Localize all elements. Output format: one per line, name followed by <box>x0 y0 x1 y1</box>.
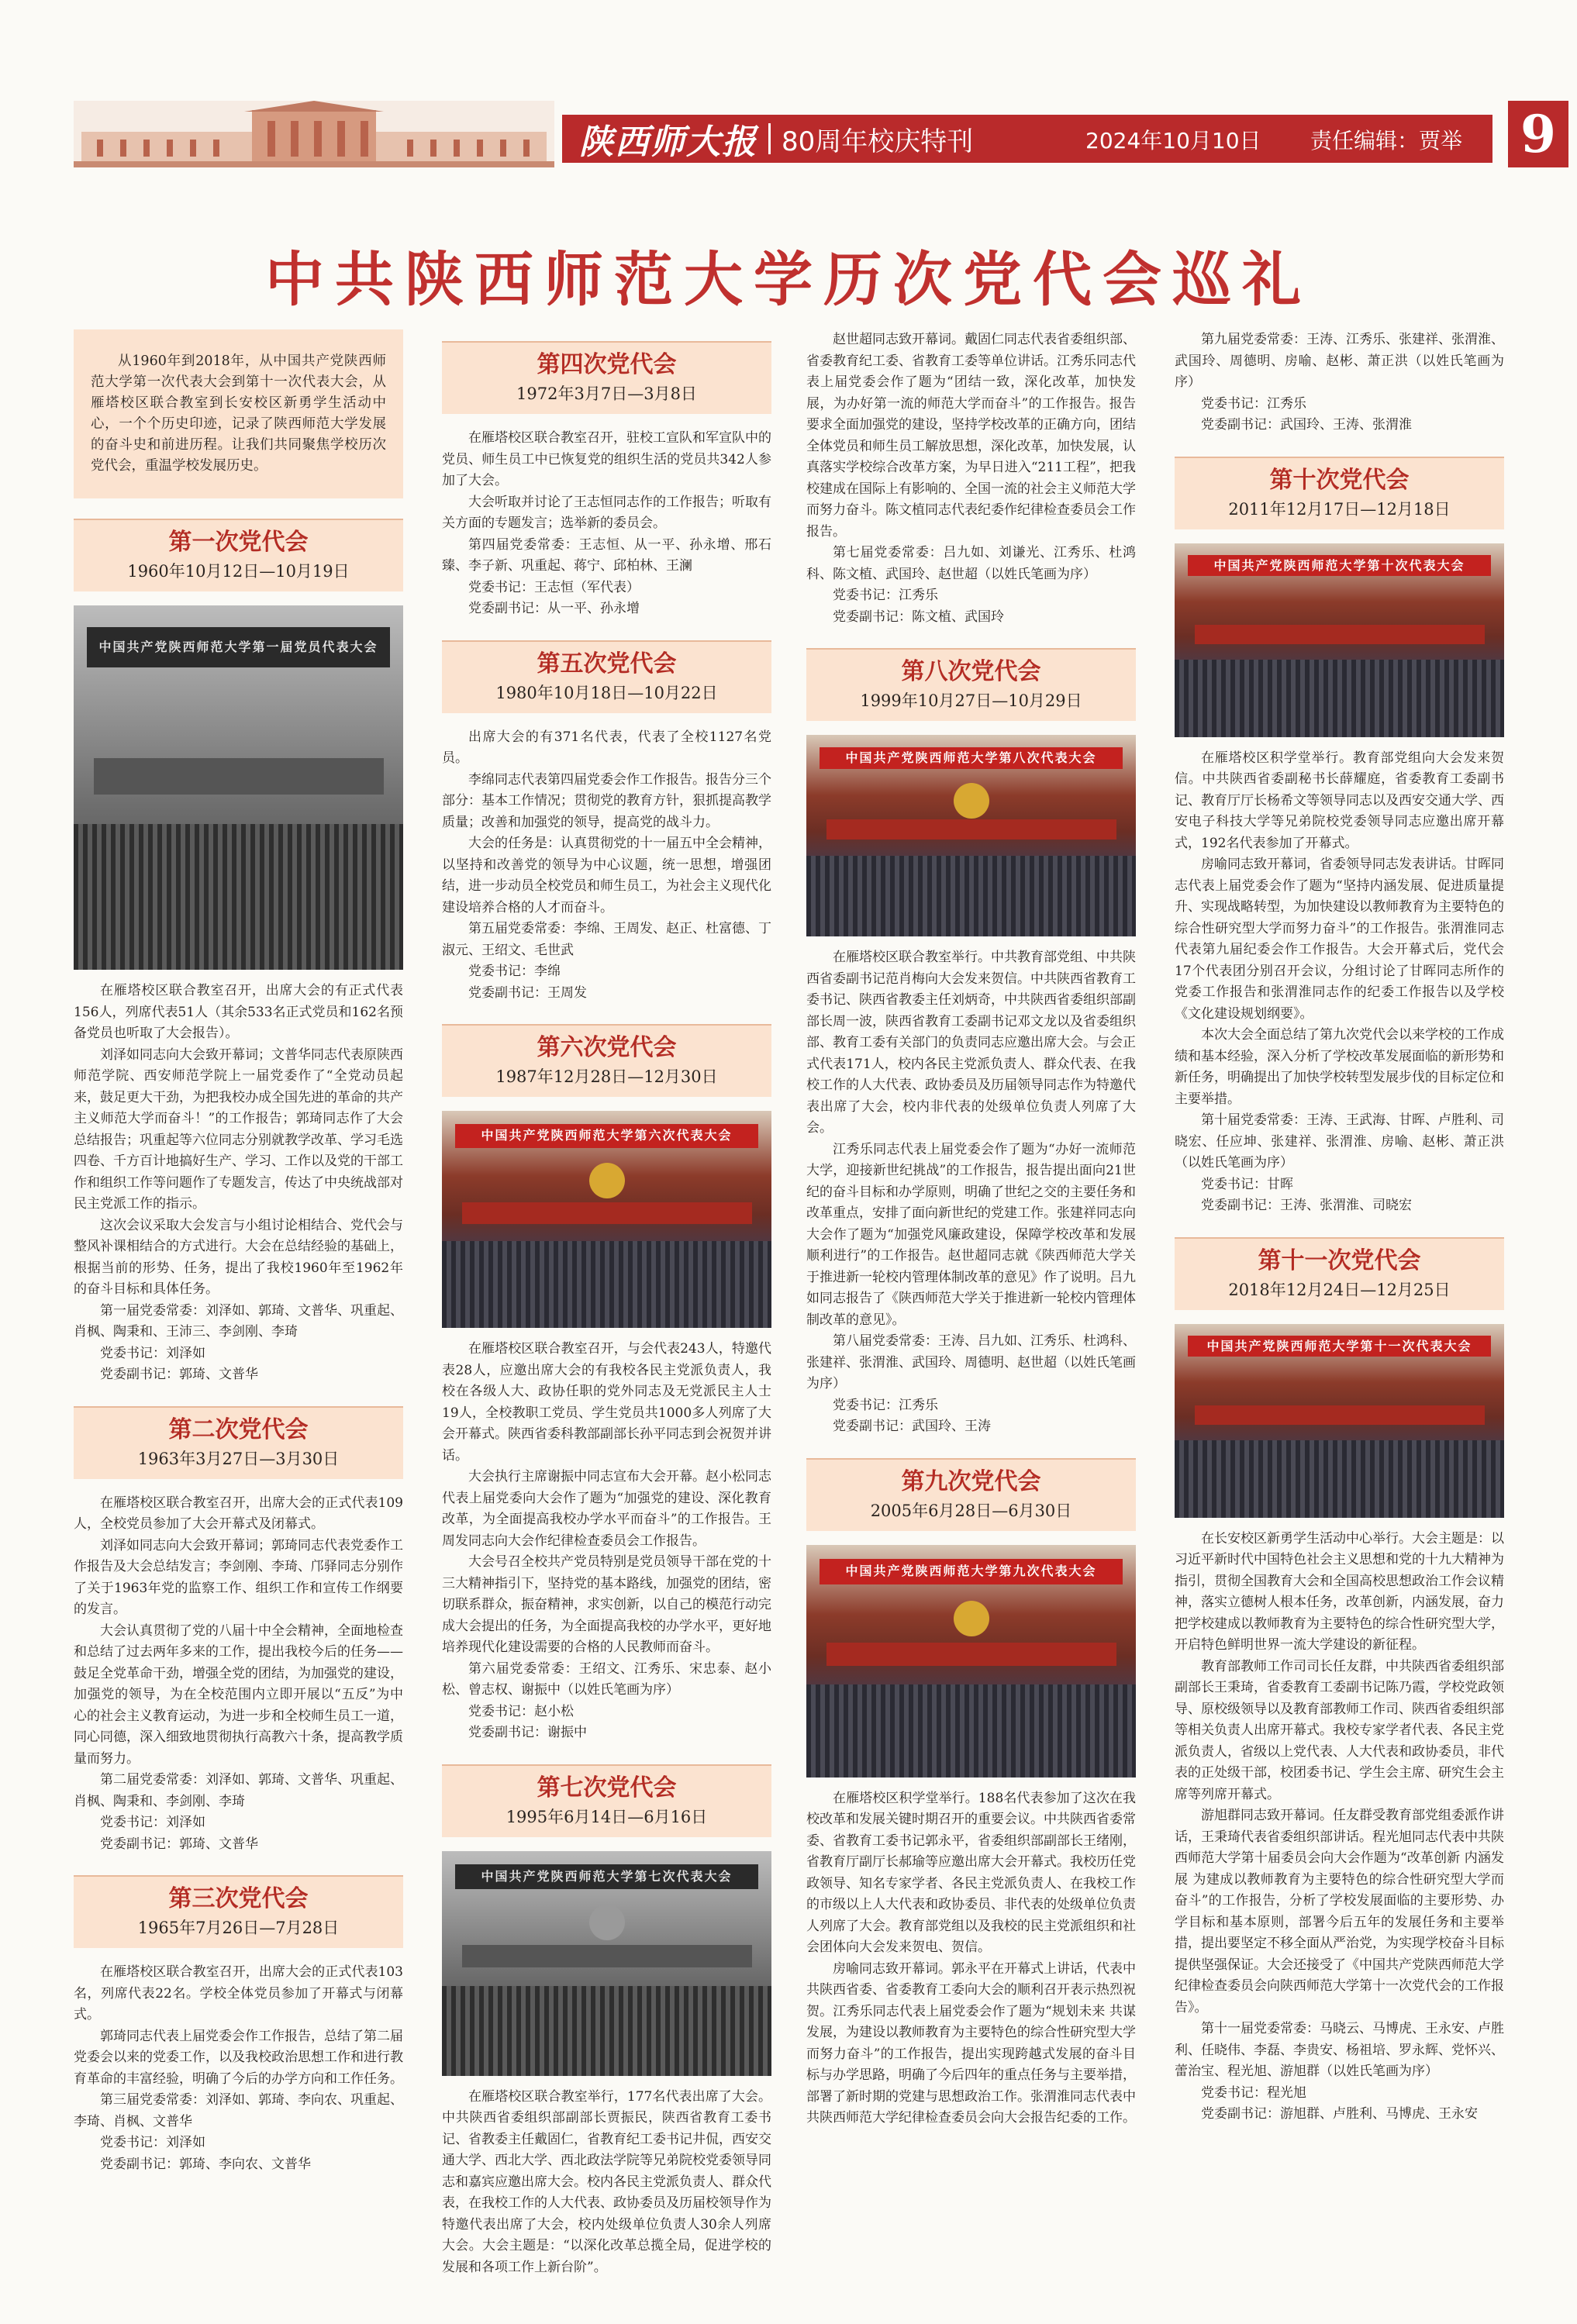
standing-committee: 第十届党委常委：王涛、王武海、甘晖、卢胜利、司晓宏、任应坤、张建祥、张渭淮、房喻、赵彬、萧正洪（以姓氏笔画为序） <box>1175 1112 1504 1171</box>
deputy-secretary: 党委副书记：陈文植、武国玲 <box>833 609 1004 625</box>
section-dates: 1987年12月28日—12月30日 <box>495 1067 718 1086</box>
section-title: 第一次党代会 <box>168 529 309 556</box>
deputy-secretary: 党委副书记：谢振中 <box>468 1725 587 1740</box>
paragraph: 游旭群同志致开幕词。任友群受教育部党组委派作讲话，王秉琦代表省委组织部讲话。程光旭同志代表中共陕西师范大学第十届委员会向大会作题为“改革创新 内涵发展 为建成以教师教育为主要特色的综合性研究型大学而奋斗”的工作报告，分析了学校发展面临的主要形势、办学目标和基本原则，部署今后五年的发展任务和主要举措，提出要坚定不移全面从严治党，为实现学校奋斗目标提供坚强保证。大会还接受了《中国共产党陕西师范大学纪律检查委员会向陕西师范大学第十一次党代会的工作报告》。 <box>1175 1808 1504 2015</box>
photo-banner: 中国共产党陕西师范大学第十一次代表大会 <box>1188 1336 1491 1357</box>
photo-crowd <box>806 1684 1136 1777</box>
photo-stage <box>462 1945 752 1967</box>
section-dates: 2011年12月17日—12月18日 <box>1228 499 1451 519</box>
section-header-1 <box>74 519 403 591</box>
congress-photo-11 <box>1175 1324 1504 1518</box>
standing-committee: 第五届党委常委：李绵、王周发、赵正、杜富德、丁淑元、王绍文、毛世武 <box>442 921 771 958</box>
deputy-secretary: 党委副书记：从一平、孙永增 <box>468 601 640 616</box>
section-dates: 1995年6月14日—6月16日 <box>506 1807 708 1826</box>
editor-credit: 责任编辑：贾举 <box>1310 128 1463 153</box>
paragraph: 在雁塔校区积学堂举行。188名代表参加了这次在我校改革和发展关键时期召开的重要会议。中共陕西省委常委、省教育工委书记郭永平，省委组织部副部长王绪刚，省教育厅副厅长郝瑜等应邀出席大会开幕式。我校历任党政领导、知名专家学者、各民主党派负责人、在我校工作的市级以上人大代表和政协委员、非代表的处级单位负责人列席了大会。教育部党组以及我校的民主党派组织和社会团体向大会发来贺电、贺信。 <box>806 1790 1136 1955</box>
party-secretary: 党委书记：刘泽如 <box>100 1815 205 1830</box>
standing-committee: 第一届党委常委：刘泽如、郭琦、文普华、巩重起、肖枫、陶秉和、王沛三、李剑刚、李琦 <box>74 1302 403 1340</box>
section-header-4 <box>442 341 771 414</box>
page-headline: 中共陕西师范大学历次党代会巡礼 <box>265 245 1312 314</box>
paragraph: 在雁塔校区联合教室召开，驻校工宣队和军宣队中的党员、师生员工中已恢复党的组织生活的党员共342人参加了大会。 <box>442 430 771 488</box>
party-secretary: 党委书记：程光旭 <box>1201 2084 1306 2101</box>
paragraph: 房喻同志致开幕词。郭永平在开幕式上讲话，代表中共陕西省委、省委教育工委向大会的顺利召开表示热烈祝贺。江秀乐同志代表上届党委会作了题为“规划未来 共谋发展，为建设以教师教育为主要特色的综合性研究型大学而努力奋斗”的工作报告，提出实现跨越式发展的奋斗目标与办学思路，明确了今后四年的重点任务与主要举措，部署了新时期的党建与思想政治工作。张渭淮同志代表中共陕西师范大学纪律检查委员会向大会报告纪委的工作。 <box>806 1960 1136 2126</box>
deputy-secretary: 党委副书记：王涛、张渭淮、司晓宏 <box>1201 1198 1412 1213</box>
section-dates: 1963年3月27日—3月30日 <box>137 1449 340 1468</box>
paragraph: 在雁塔校区联合教室召开，与会代表243人，特邀代表28人，应邀出席大会的有我校各民主党派负责人，我校在各级人大、政协任职的党外同志及无党派民主人士19人，全校教职工党员、学生党员共1000多人列席了大会开幕式。陕西省委科教部副部长孙平同志到会祝贺并讲话。 <box>442 1341 771 1464</box>
paragraph: 在雁塔校区联合教室举行。中共教育部党组、中共陕西省委副书记范肖梅向大会发来贺信。中共陕西省教育工委书记、陕西省教委主任刘炳奇，中共陕西省委组织部副部长周一波，陕西省教育工委副书记邓文龙以及省委组织部、教育工委有关部门的负责同志应邀出席大会。与会正式代表171人，校内各民主党派负责人、群众代表、在我校工作的人大代表、政协委员及历届领导同志作为特邀代表出席了大会，校内非代表的处级单位负责人列席了大会。 <box>806 950 1136 1136</box>
paragraph: 在长安校区新勇学生活动中心举行。大会主题是：以习近平新时代中国特色社会主义思想和党的十九大精神为指引，贯彻全国教育大会和全国高校思想政治工作会议精神，落实立德树人根本任务，改革创新，内涵发展，奋力把学校建成以教师教育为主要特色的综合性研究型大学，开启特色鲜明世界一流大学建设的新征程。 <box>1175 1530 1504 1653</box>
congress-photo-7 <box>442 1851 771 2076</box>
section-title: 第九次党代会 <box>901 1467 1041 1495</box>
column-1 <box>74 329 403 2175</box>
paragraph: 在雁塔校区联合教室召开，出席大会的有正式代表156人，列席代表51人（其余533名正式党员和162名预备党员也听取了大会报告）。 <box>74 983 403 1041</box>
party-emblem-icon <box>954 783 989 819</box>
photo-banner: 中国共产党陕西师范大学第十次代表大会 <box>1188 555 1491 577</box>
photo-banner: 中国共产党陕西师范大学第一届党员代表大会 <box>87 627 390 667</box>
section-title: 第六次党代会 <box>537 1034 677 1061</box>
standing-committee: 第四届党委常委：王志恒、从一平、孙永增、邢石臻、李子新、巩重起、蒋宁、邱柏林、王澜 <box>442 536 771 574</box>
congress-photo-10 <box>1175 543 1504 737</box>
party-secretary: 党委书记：刘泽如 <box>100 2135 205 2150</box>
section-dates: 2005年6月28日—6月30日 <box>870 1501 1072 1520</box>
party-secretary: 党委书记：赵小松 <box>468 1703 574 1719</box>
party-secretary: 党委书记：江秀乐 <box>833 1397 938 1413</box>
section-title: 第三次党代会 <box>168 1885 309 1912</box>
photo-stage <box>94 758 384 795</box>
campus-building-illustration <box>74 101 554 167</box>
photo-banner: 中国共产党陕西师范大学第七次代表大会 <box>455 1864 758 1889</box>
photo-stage <box>826 819 1116 840</box>
congress-photo-9 <box>806 1545 1136 1777</box>
section-header-3 <box>74 1875 403 1948</box>
photo-crowd <box>442 1986 771 2076</box>
photo-crowd <box>442 1241 771 1328</box>
section-header-9 <box>806 1458 1136 1531</box>
standing-committee: 第十一届党委常委：马晓云、马博虎、王永安、卢胜利、任晓伟、李磊、李贵安、杨祖培、罗永辉、党怀兴、蕾治宝、程光旭、游旭群（以姓氏笔画为序） <box>1175 2021 1504 2079</box>
section-title: 第二次党代会 <box>168 1415 309 1443</box>
paragraph: 在雁塔校区积学堂举行。教育部党组向大会发来贺信。中共陕西省委副秘书长薛耀庭，省委教育工委副书记、教育厅厅长杨希文等领导同志以及西安交通大学、西安电子科技大学等兄弟院校党委领导同志应邀出席开幕式，192名代表参加了开幕式。 <box>1175 750 1504 851</box>
paragraph: 大会听取并讨论了王志恒同志作的工作报告；听取有关方面的专题发言；选举新的委员会。 <box>442 494 771 531</box>
congress-photo-1 <box>74 605 403 970</box>
party-emblem-icon <box>954 1601 989 1636</box>
deputy-secretary: 党委副书记：游旭群、卢胜利、马博虎、王永安 <box>1201 2106 1478 2122</box>
column-4 <box>1175 329 1504 2126</box>
section-title: 第七次党代会 <box>537 1774 677 1802</box>
deputy-secretary: 党委副书记：王周发 <box>468 984 587 1001</box>
paragraph: 在雁塔校区联合教室举行，177名代表出席了大会。中共陕西省委组织部副部长贾振民，陕西省教育工委书记、省教委主任戴固仁，省教育纪工委书记井侃，西安交通大学、西北大学、西北政法学院等兄弟院校党委领导同志和嘉宾应邀出席大会。校内各民主党派负责人、群众代表，在我校工作的人大代表、政协委员及历届校领导作为特邀代表出席了大会，校内处级单位负责人30余人列席大会。大会主题是：“以深化改革总揽全局，促进学校的发展和各项工作上新台阶”。 <box>442 2088 771 2275</box>
standing-committee: 第七届党委常委：吕九如、刘谦光、江秀乐、杜鸿科、陈文植、武国玲、赵世超（以姓氏笔画为序） <box>806 545 1136 582</box>
section-header-10 <box>1175 457 1504 529</box>
section-dates: 1980年10月18日—10月22日 <box>495 683 718 702</box>
congress-photo-6 <box>442 1111 771 1328</box>
paragraph: 在雁塔校区联合教室召开，出席大会的正式代表103名，列席代表22名。学校全体党员参加了开幕式与闭幕式。 <box>74 1964 403 2022</box>
section-dates: 1972年3月7日—3月8日 <box>516 384 697 403</box>
section-header-11 <box>1175 1237 1504 1310</box>
section-dates: 1999年10月27日—10月29日 <box>860 691 1082 710</box>
paragraph: 江秀乐同志代表上届党委会作了题为“办好一流师范大学，迎接新世纪挑战”的工作报告，报告提出面向21世纪的奋斗目标和办学原则，明确了世纪之交的主要任务和改革重点，安排了面向新世纪的党建工作。张建祥同志向大会作了题为“加强党风廉政建设，保障学校改革和发展顺利进行”的工作报告。赵世超同志就《陕西师范大学关于推进新一轮校内管理体制改革的意见》作了说明。吕九如同志报告了《陕西师范大学关于推进新一轮校内管理体制改革的意见》。 <box>806 1141 1136 1328</box>
column-2 <box>442 318 771 2278</box>
section-header-2 <box>74 1406 403 1479</box>
party-secretary: 党委书记：江秀乐 <box>1201 395 1306 412</box>
photo-stage <box>826 1643 1116 1666</box>
page-number: 9 <box>1508 101 1568 167</box>
paragraph: 刘泽如同志向大会致开幕词；文普华同志代表原陕西师范学院、西安师范学院上一届党委作了“全党动员起来，鼓足更大干劲，为把我校办成全国先进的革命的共产主义师范大学而奋斗！”的工作报告；郭琦同志作了大会总结报告；巩重起等六位同志分别就教学改革、学习毛选四卷、千方百计地搞好生产、学习、工作以及党的干部工作和组织工作等问题作了专题发言，传达了中央统战部对民主党派工作的指示。 <box>74 1046 403 1212</box>
paragraph: 赵世超同志致开幕词。戴固仁同志代表省委组织部、省委教育纪工委、省教育工委等单位讲话。江秀乐同志代表上届党委会作了题为“团结一致，深化改革，加快发展，为办好第一流的师范大学而奋斗”的工作报告。报告要求全面加强党的建设，坚持学校改革的正确方向，团结全体党员和师生员工解放思想，深化改革，加快发展，认真落实学校综合改革方案，为早日进入“211工程”，把我校建成在国际上有影响的、全国一流的社会主义师范大学而努力奋斗。陈文植同志代表纪委作纪律检查委员会工作报告。 <box>806 332 1136 540</box>
photo-stage <box>462 1202 752 1224</box>
section-dates: 1960年10月12日—10月19日 <box>127 562 350 581</box>
paragraph: 在雁塔校区联合教室召开，出席大会的正式代表109人，全校党员参加了大会开幕式及闭幕式。 <box>74 1495 403 1532</box>
deputy-secretary: 党委副书记：武国玲、王涛 <box>833 1419 991 1434</box>
section-header-5 <box>442 640 771 713</box>
standing-committee: 第九届党委常委：王涛、江秀乐、张建祥、张渭淮、武国玲、周德明、房喻、赵彬、萧正洪（以姓氏笔画为序） <box>1175 332 1504 390</box>
paragraph: 刘泽如同志向大会致开幕词；郭琦同志代表党委作工作报告及大会总结发言；李剑刚、李琦、邝驿同志分别作了关于1963年党的监察工作、组织工作和宣传工作纲要的发言。 <box>74 1537 403 1617</box>
paragraph: 郭琦同志代表上届党委会作工作报告，总结了第二届党委会以来的党委工作，以及我校政治思想工作和进行教育革命的丰富经验，明确了今后的办学方向和工作任务。 <box>74 2028 403 2087</box>
masthead <box>74 101 1556 167</box>
party-secretary: 党委书记：王志恒（军代表） <box>468 579 640 595</box>
deputy-secretary: 党委副书记：郭琦、文普华 <box>100 1367 258 1382</box>
intro-box: 从1960年到2018年，从中国共产党陕西师范大学第一次代表大会到第十一次代表大会，从雁塔校区联合教室到长安校区新勇学生活动中心，一个个历史印迹，记录了陕西师范大学发展的奋斗史和前进历程。让我们共同聚焦学校历次党代会，重温学校发展历史。 <box>74 329 403 498</box>
standing-committee: 第三届党委常委：刘泽如、郭琦、李向农、巩重起、李琦、肖枫、文普华 <box>74 2092 403 2129</box>
party-secretary: 党委书记：李绵 <box>468 964 561 979</box>
section-dates: 1965年7月26日—7月28日 <box>137 1919 340 1937</box>
standing-committee: 第六届党委常委：王绍文、江秀乐、宋忠泰、赵小松、曾志权、谢振中（以姓氏笔画为序） <box>442 1660 771 1698</box>
standing-committee: 第二届党委常委：刘泽如、郭琦、文普华、巩重起、肖枫、陶秉和、李剑刚、李琦 <box>74 1772 403 1809</box>
party-secretary: 党委书记：江秀乐 <box>833 588 938 603</box>
paper-name: 陕西师大报 <box>579 122 757 162</box>
section-header-6 <box>442 1024 771 1097</box>
photo-crowd <box>74 824 403 970</box>
section-header-7 <box>442 1764 771 1837</box>
section-title: 第八次党代会 <box>901 658 1041 685</box>
photo-crowd <box>1175 1440 1504 1518</box>
paragraph: 出席大会的有371名代表，代表了全校1127名党员。 <box>442 729 771 766</box>
paragraph: 本次大会全面总结了第九次党代会以来学校的工作成绩和基本经验，深入分析了学校改革发展面临的新形势和新任务，明确提出了加快学校转型发展步伐的目标定位和主要举措。 <box>1175 1027 1504 1107</box>
paragraph: 房喻同志致开幕词，省委领导同志发表讲话。甘晖同志代表上届党委会作了题为“坚持内涵发展、促进质量提升、实现战略转型，为加快建设以教师教育为主要特色的综合性研究型大学而努力奋斗”的工作报告。张渭淮同志代表第九届纪委会作工作报告。大会开幕式后，党代会17个代表团分别召开会议，分组讨论了甘晖同志所作的党委工作报告和张渭淮同志作的纪委工作报告以及学校《文化建设规划纲要》。 <box>1175 857 1504 1022</box>
party-secretary: 党委书记：刘泽如 <box>100 1345 205 1361</box>
photo-banner: 中国共产党陕西师范大学第八次代表大会 <box>820 747 1123 770</box>
photo-banner: 中国共产党陕西师范大学第九次代表大会 <box>820 1559 1123 1584</box>
photo-banner: 中国共产党陕西师范大学第六次代表大会 <box>455 1124 758 1148</box>
section-title: 第十一次党代会 <box>1258 1246 1421 1274</box>
congress-photo-8 <box>806 735 1136 936</box>
section-dates: 2018年12月24日—12月25日 <box>1228 1280 1451 1299</box>
section-header-8 <box>806 648 1136 721</box>
paragraph: 大会号召全校共产党员特别是党员领导干部在党的十三大精神指引下，坚持党的基本路线，加强党的团结，密切联系群众，振奋精神，求实创新，以自己的模范行动完成大会提出的任务，为全面提高我校的办学水平，更好地培养现代化建设需要的合格的人民教师而奋斗。 <box>442 1554 771 1655</box>
photo-stage <box>1195 625 1485 644</box>
paragraph: 大会执行主席谢振中同志宣布大会开幕。赵小松同志代表上届党委向大会作了题为“加强党的建设、深化教育改革，为全面提高我校办学水平而奋斗”的工作报告。王周发同志向大会作纪律检查委员会工作报告。 <box>442 1469 771 1549</box>
section-title: 第十次党代会 <box>1269 466 1410 494</box>
deputy-secretary: 党委副书记：郭琦、文普华 <box>100 1836 258 1852</box>
special-issue-label: 80周年校庆特刊 <box>782 126 974 157</box>
deputy-secretary: 党委副书记：郭琦、李向农、文普华 <box>100 2156 311 2172</box>
deputy-secretary: 党委副书记：武国玲、王涛、张渭淮 <box>1201 417 1412 433</box>
column-3 <box>806 329 1136 2129</box>
standing-committee: 第八届党委常委：王涛、吕九如、江秀乐、杜鸿科、张建祥、张渭淮、武国玲、周德明、赵世超（以姓氏笔画为序） <box>806 1333 1136 1391</box>
section-title: 第四次党代会 <box>537 351 677 378</box>
party-emblem-icon <box>589 1163 625 1198</box>
photo-crowd <box>806 856 1136 936</box>
photo-stage <box>1195 1405 1485 1425</box>
section-title: 第五次党代会 <box>537 650 677 678</box>
paragraph: 李绵同志代表第四届党委会作工作报告。报告分三个部分：基本工作情况；贯彻党的教育方针，狠抓提高教学质量；改善和加强党的领导，提高党的战斗力。 <box>442 771 771 830</box>
party-secretary: 党委书记：甘晖 <box>1201 1176 1293 1192</box>
masthead-separator <box>768 123 771 154</box>
party-emblem-icon <box>589 1905 625 1940</box>
paragraph: 这次会议采取大会发言与小组讨论相结合、党代会与整风补课相结合的方式进行。大会在总结经验的基础上，根据当前的形势、任务，提出了我校1960年至1962年的奋斗目标和具体任务。 <box>74 1217 403 1297</box>
photo-crowd <box>1175 660 1504 737</box>
paragraph: 大会的任务是：认真贯彻党的十一届五中全会精神，以坚持和改善党的领导为中心议题，统一思想，增强团结，进一步动员全校党员和师生员工，为社会主义现代化建设培养合格的人才而奋斗。 <box>442 836 771 915</box>
paragraph: 大会认真贯彻了党的八届十中全会精神，全面地检查和总结了过去两年多来的工作，提出我校今后的任务——鼓足全党革命干劲，增强全党的团结，为加强党的建设，加强党的领导，为在全校范围内立即开展以“五反”为中心的社会主义教育运动，为进一步和全校师生员工一道，同心同德，深入细致地贯彻执行高教六十条，提高教学质量而努力。 <box>74 1622 403 1767</box>
paragraph: 教育部教师工作司司长任友群，中共陕西省委组织部副部长王秉琦，省委教育工委副书记陈乃霞，学校党政领导、原校级领导以及教育部教师工作司、陕西省委组织部等相关负责人出席开幕式。我校专家学者代表、各民主党派负责人，省级以上党代表、人大代表和政协委员，非代表的正处级干部，校团委书记、学生会主席、研究生会主席等列席开幕式。 <box>1175 1658 1504 1802</box>
issue-date: 2024年10月10日 <box>1085 128 1261 153</box>
